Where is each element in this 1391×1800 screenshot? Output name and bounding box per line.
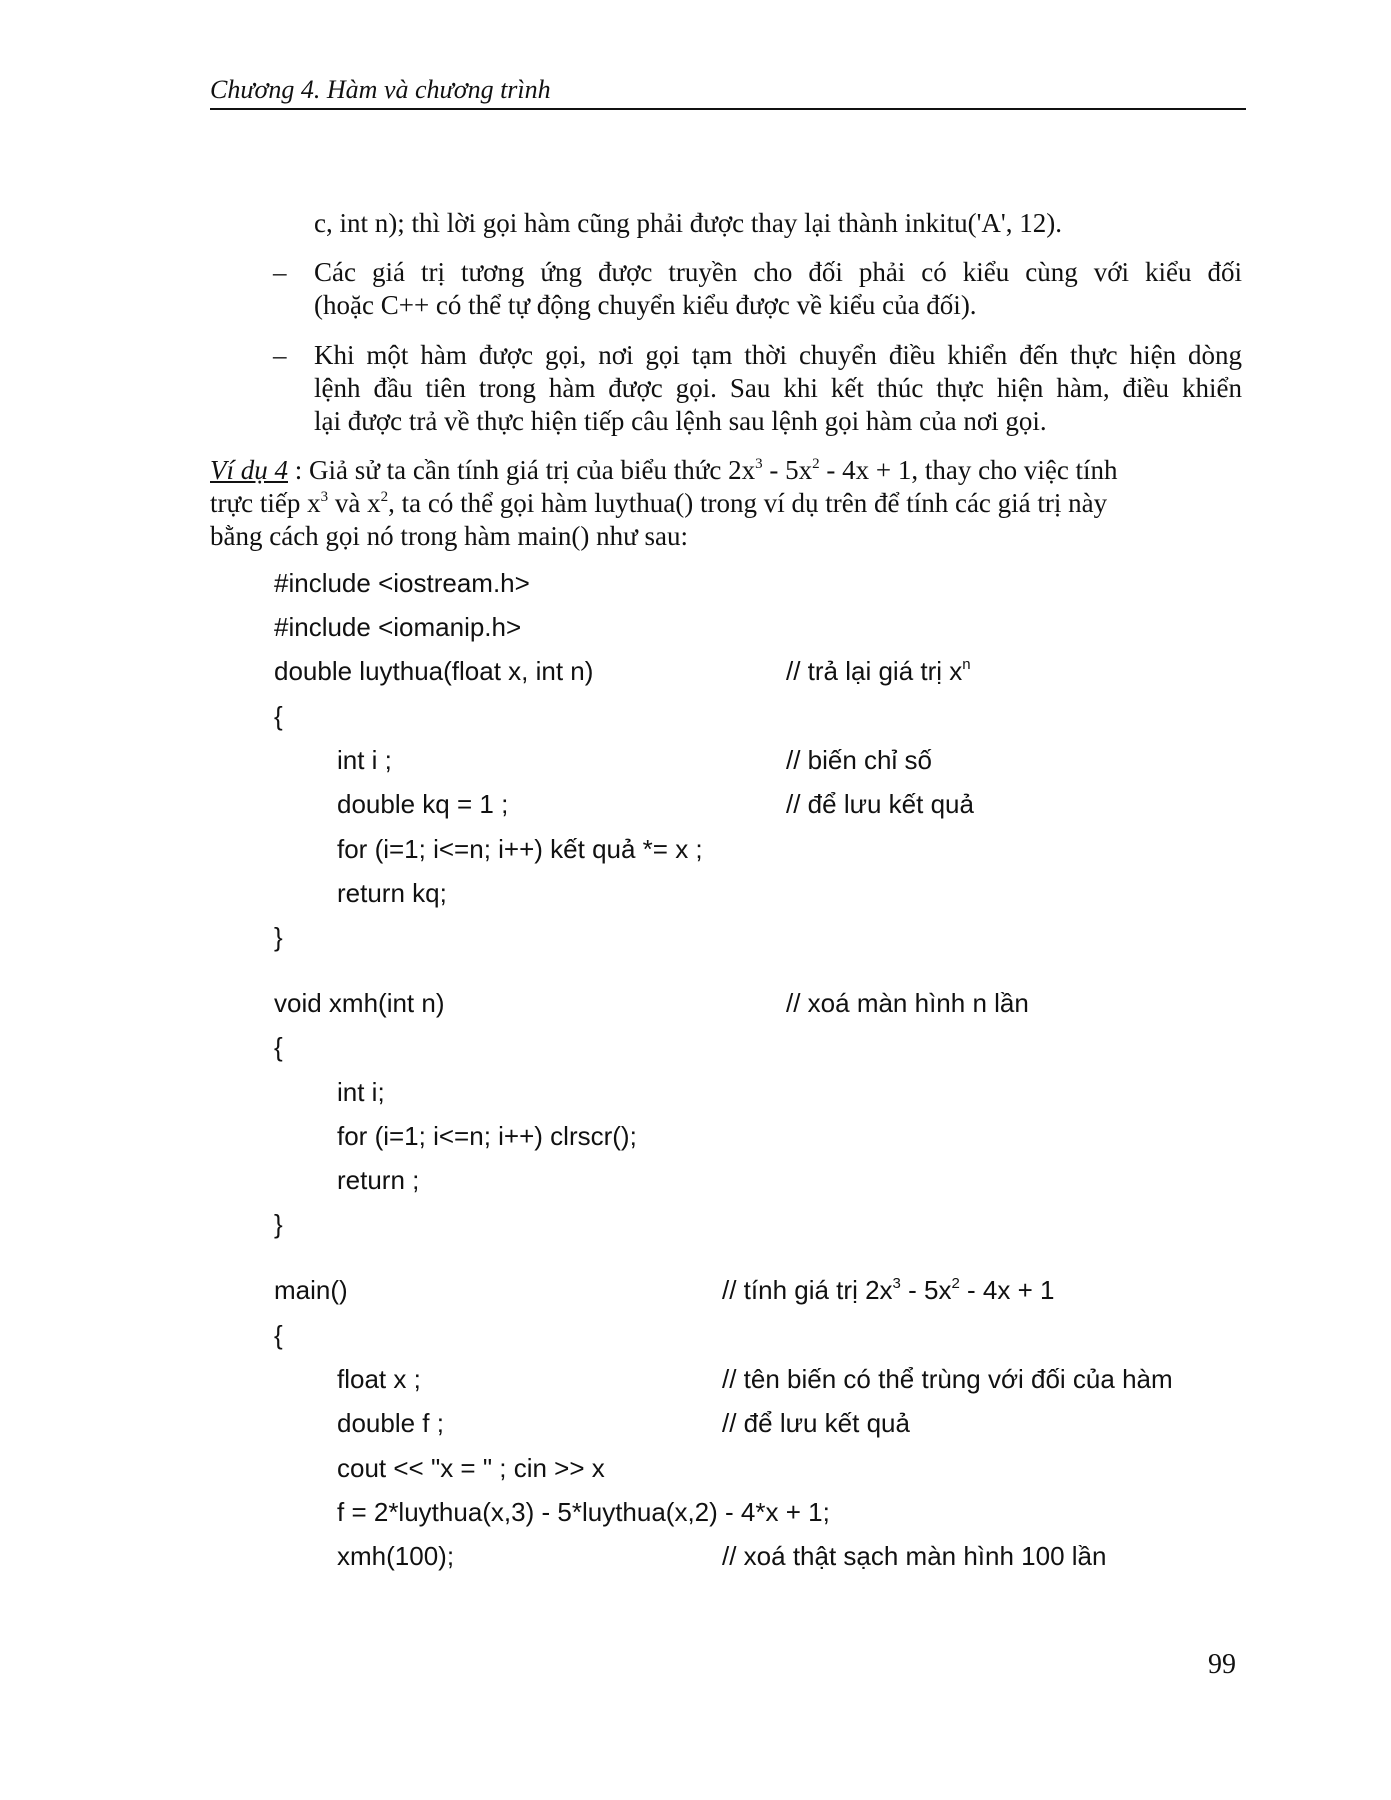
example-line-1-a: : Giả sử ta cần tính giá trị của biểu thức 2x [288, 455, 756, 485]
page-header [210, 76, 1246, 110]
code-close-brace: } [274, 922, 283, 952]
example-line-2-a: trực tiếp x [210, 488, 321, 518]
bullet-1-line-2: (hoặc C++ có thể tự động chuyển kiểu được về kiểu của đối). [314, 290, 977, 320]
code-float-x: float x ; [337, 1364, 421, 1394]
code-f-assign: f = 2*luythua(x,3) - 5*luythua(x,2) - 4*x + 1; [337, 1497, 830, 1527]
exp-3: 3 [755, 456, 763, 472]
example-line-1-left [210, 454, 1118, 486]
code-main-signature: main() [274, 1275, 348, 1305]
code-luythua-comment [786, 656, 971, 686]
bullet-2-line-2: lệnh đầu tiên trong hàm được gọi. Sau khi kết thúc thực hiện hàm, điều khiển [314, 373, 1242, 403]
example-line-1-b: - 5x [762, 455, 813, 485]
exp-2: 2 [380, 489, 389, 505]
code-xmh-call: xmh(100); [337, 1541, 455, 1571]
code-open-brace: { [274, 1320, 283, 1350]
code-cout-line: cout << "x = " ; cin >> x [337, 1453, 605, 1483]
code-double-kq-comment: // để lưu kết quả [786, 789, 974, 819]
code-open-brace: { [274, 701, 283, 731]
exp-3: 3 [892, 1275, 901, 1292]
code-main-comment-a: // tính giá trị 2x [722, 1275, 893, 1305]
code-double-f-comment: // để lưu kết quả [722, 1408, 910, 1438]
example-line-2-b: và x [328, 488, 381, 518]
code-luythua-comment-sup: n [962, 656, 971, 673]
code-return-void: return ; [337, 1165, 420, 1195]
code-main-comment-c: - 4x + 1 [959, 1275, 1055, 1305]
code-main-comment [722, 1275, 1054, 1305]
exp-3: 3 [320, 489, 329, 505]
example-label: Ví dụ 4 [210, 455, 288, 485]
code-luythua-comment-text: // trả lại giá trị x [786, 656, 963, 686]
bullet-dash-1: – [273, 257, 287, 287]
code-xmh-comment: // xoá màn hình n lần [786, 988, 1029, 1018]
code-main-comment-b: - 5x [900, 1275, 952, 1305]
code-xmh-signature: void xmh(int n) [274, 988, 445, 1018]
example-line-1 [210, 454, 1242, 486]
code-luythua-signature: double luythua(float x, int n) [274, 656, 594, 686]
code-return-kq: return kq; [337, 878, 447, 908]
example-line-2-c: , ta có thể gọi hàm luythua() trong ví dụ trên để tính các giá trị này [388, 488, 1108, 518]
code-int-i-2: int i; [337, 1077, 385, 1107]
example-line-3: bằng cách gọi nó trong hàm main() như sau: [210, 521, 689, 551]
code-for-loop-1: for (i=1; i<=n; i++) kết quả *= x ; [337, 834, 703, 864]
code-include-iostream: #include <iostream.h> [274, 568, 530, 598]
code-double-f: double f ; [337, 1408, 444, 1438]
bullet-dash-2: – [273, 340, 287, 370]
chapter-title: Chương 4. Hàm và chương trình [210, 75, 551, 104]
continuation-line: c, int n); thì lời gọi hàm cũng phải được thay lại thành inkitu('A', 12). [314, 208, 1063, 238]
code-float-x-comment: // tên biến có thể trùng với đối của hàm [722, 1364, 1173, 1394]
bullet-2-line-3: lại được trả về thực hiện tiếp câu lệnh sau lệnh gọi hàm của nơi gọi. [314, 406, 1047, 436]
code-int-i-comment: // biến chỉ số [786, 745, 932, 775]
exp-2: 2 [951, 1275, 960, 1292]
example-line-2 [210, 487, 1107, 519]
code-double-kq: double kq = 1 ; [337, 789, 509, 819]
example-line-1-c: - 4x + 1, thay cho việc tính [819, 455, 1118, 485]
bullet-2-line-1: Khi một hàm được gọi, nơi gọi tạm thời chuyển điều khiển đến thực hiện dòng [314, 340, 1242, 370]
code-include-iomanip: #include <iomanip.h> [274, 612, 522, 642]
code-close-brace: } [274, 1209, 283, 1239]
code-int-i: int i ; [337, 745, 392, 775]
exp-2: 2 [812, 456, 820, 472]
code-for-loop-2: for (i=1; i<=n; i++) clrscr(); [337, 1121, 637, 1151]
bullet-1-line-1: Các giá trị tương ứng được truyền cho đối phải có kiểu cùng với kiểu đối [314, 257, 1242, 287]
code-xmh-call-comment: // xoá thật sạch màn hình 100 lần [722, 1541, 1107, 1571]
code-open-brace: { [274, 1032, 283, 1062]
page-number: 99 [1208, 1649, 1236, 1680]
